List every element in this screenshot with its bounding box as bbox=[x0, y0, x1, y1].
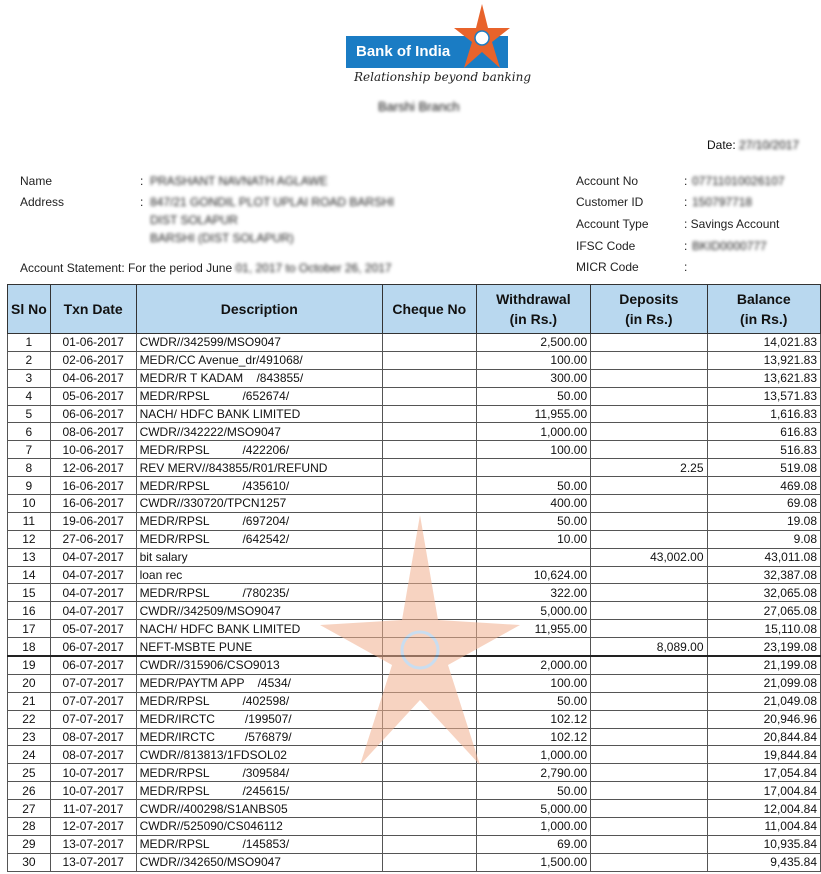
cell-withdrawal: 50.00 bbox=[476, 477, 591, 495]
table-row bbox=[8, 369, 821, 387]
cell-withdrawal: 50.00 bbox=[476, 387, 591, 405]
cell-description: MEDR/RPSL /422206/ bbox=[136, 441, 382, 459]
cell-balance: 27,065.08 bbox=[707, 602, 820, 620]
cell-txn-date: 04-07-2017 bbox=[50, 566, 136, 584]
cell-deposits bbox=[591, 692, 707, 710]
cell-description: CWDR//342599/MSO9047 bbox=[136, 334, 382, 352]
col-sl-no: Sl No bbox=[8, 285, 51, 334]
name-value: PRASHANT NAVNATH AGLAWE bbox=[150, 174, 328, 188]
cell-balance: 13,621.83 bbox=[707, 369, 820, 387]
customer-id-sep: : bbox=[684, 195, 688, 209]
cell-deposits bbox=[591, 495, 707, 513]
account-no-label: Account No bbox=[576, 174, 639, 188]
address-line-2: DIST SOLAPUR bbox=[150, 213, 238, 227]
cell-deposits bbox=[591, 728, 707, 746]
statement-date bbox=[707, 138, 799, 152]
cell-description: MEDR/RPSL /145853/ bbox=[136, 835, 382, 853]
cell-description: MEDR/RPSL /245615/ bbox=[136, 782, 382, 800]
cell-description: MEDR/IRCTC /576879/ bbox=[136, 728, 382, 746]
cell-balance: 23,199.08 bbox=[707, 638, 820, 656]
cell-txn-date: 06-07-2017 bbox=[50, 638, 136, 656]
cell-description: MEDR/RPSL /780235/ bbox=[136, 584, 382, 602]
bank-tagline: Relationship beyond banking bbox=[354, 70, 532, 84]
cell-description: MEDR/RPSL /402598/ bbox=[136, 692, 382, 710]
cell-sl-no: 2 bbox=[8, 351, 51, 369]
cell-withdrawal: 1,000.00 bbox=[476, 818, 591, 836]
col-withdrawal bbox=[476, 285, 591, 334]
table-row bbox=[8, 387, 821, 405]
col-deposits bbox=[591, 285, 707, 334]
cell-description: MEDR/RPSL /642542/ bbox=[136, 530, 382, 548]
cell-withdrawal: 1,500.00 bbox=[476, 853, 591, 871]
cell-cheque-no bbox=[383, 818, 477, 836]
cell-txn-date: 12-07-2017 bbox=[50, 818, 136, 836]
cell-balance: 21,099.08 bbox=[707, 674, 820, 692]
cell-sl-no: 10 bbox=[8, 495, 51, 513]
ifsc-value: BKID0000777 bbox=[692, 239, 767, 253]
cell-deposits bbox=[591, 512, 707, 530]
cell-txn-date: 06-07-2017 bbox=[50, 656, 136, 674]
cell-sl-no: 26 bbox=[8, 782, 51, 800]
cell-cheque-no bbox=[383, 710, 477, 728]
cell-txn-date: 02-06-2017 bbox=[50, 351, 136, 369]
cell-balance: 21,199.08 bbox=[707, 656, 820, 674]
cell-cheque-no bbox=[383, 674, 477, 692]
cell-deposits bbox=[591, 818, 707, 836]
cell-sl-no: 28 bbox=[8, 818, 51, 836]
table-row bbox=[8, 656, 821, 674]
cell-balance: 13,921.83 bbox=[707, 351, 820, 369]
cell-deposits bbox=[591, 566, 707, 584]
cell-txn-date: 06-06-2017 bbox=[50, 405, 136, 423]
cell-txn-date: 16-06-2017 bbox=[50, 477, 136, 495]
cell-withdrawal bbox=[476, 638, 591, 656]
table-row bbox=[8, 584, 821, 602]
cell-cheque-no bbox=[383, 656, 477, 674]
cell-description: CWDR//342650/MSO9047 bbox=[136, 853, 382, 871]
cell-sl-no: 7 bbox=[8, 441, 51, 459]
cell-description: CWDR//342509/MSO9047 bbox=[136, 602, 382, 620]
cell-balance: 15,110.08 bbox=[707, 620, 820, 638]
cell-cheque-no bbox=[383, 782, 477, 800]
cell-description: CWDR//525090/CS046112 bbox=[136, 818, 382, 836]
cell-deposits bbox=[591, 584, 707, 602]
cell-description: MEDR/CC Avenue_dr/491068/ bbox=[136, 351, 382, 369]
cell-sl-no: 19 bbox=[8, 656, 51, 674]
cell-deposits bbox=[591, 351, 707, 369]
table-row bbox=[8, 835, 821, 853]
cell-withdrawal: 2,000.00 bbox=[476, 656, 591, 674]
cell-sl-no: 3 bbox=[8, 369, 51, 387]
cell-balance: 17,054.84 bbox=[707, 764, 820, 782]
cell-deposits bbox=[591, 620, 707, 638]
cell-cheque-no bbox=[383, 512, 477, 530]
table-row bbox=[8, 746, 821, 764]
cell-description: CWDR//400298/S1ANBS05 bbox=[136, 800, 382, 818]
cell-txn-date: 08-06-2017 bbox=[50, 423, 136, 441]
table-row bbox=[8, 620, 821, 638]
cell-txn-date: 10-06-2017 bbox=[50, 441, 136, 459]
cell-balance: 32,065.08 bbox=[707, 584, 820, 602]
table-row bbox=[8, 818, 821, 836]
table-row bbox=[8, 351, 821, 369]
cell-withdrawal: 100.00 bbox=[476, 674, 591, 692]
cell-balance: 519.08 bbox=[707, 459, 820, 477]
cell-sl-no: 4 bbox=[8, 387, 51, 405]
cell-txn-date: 08-07-2017 bbox=[50, 728, 136, 746]
cell-deposits bbox=[591, 656, 707, 674]
cell-deposits bbox=[591, 835, 707, 853]
table-header bbox=[8, 285, 821, 334]
statement-period bbox=[20, 261, 392, 275]
cell-sl-no: 18 bbox=[8, 638, 51, 656]
cell-deposits bbox=[591, 477, 707, 495]
name-label: Name bbox=[20, 174, 53, 188]
date-label: Date: bbox=[707, 138, 736, 152]
cell-txn-date: 07-07-2017 bbox=[50, 692, 136, 710]
cell-txn-date: 27-06-2017 bbox=[50, 530, 136, 548]
table-row bbox=[8, 782, 821, 800]
cell-deposits bbox=[591, 710, 707, 728]
cell-txn-date: 04-07-2017 bbox=[50, 548, 136, 566]
account-no-value: 07711010026107 bbox=[692, 174, 785, 188]
cell-sl-no: 16 bbox=[8, 602, 51, 620]
cell-balance: 1,616.83 bbox=[707, 405, 820, 423]
cell-balance: 20,844.84 bbox=[707, 728, 820, 746]
cell-txn-date: 08-07-2017 bbox=[50, 746, 136, 764]
cell-balance: 32,387.08 bbox=[707, 566, 820, 584]
cell-withdrawal: 102.12 bbox=[476, 728, 591, 746]
cell-withdrawal: 50.00 bbox=[476, 692, 591, 710]
micr-sep: : bbox=[684, 260, 688, 274]
cell-sl-no: 25 bbox=[8, 764, 51, 782]
bank-name: Bank of India bbox=[346, 36, 508, 68]
cell-balance: 19,844.84 bbox=[707, 746, 820, 764]
cell-balance: 17,004.84 bbox=[707, 782, 820, 800]
cell-sl-no: 20 bbox=[8, 674, 51, 692]
cell-deposits bbox=[591, 369, 707, 387]
cell-withdrawal: 100.00 bbox=[476, 441, 591, 459]
customer-id-label: Customer ID bbox=[576, 195, 644, 209]
cell-txn-date: 07-07-2017 bbox=[50, 710, 136, 728]
col-deposits-unit: (in Rs.) bbox=[625, 311, 673, 327]
cell-deposits bbox=[591, 674, 707, 692]
col-balance-unit: (in Rs.) bbox=[740, 311, 788, 327]
cell-description: CWDR//342222/MSO9047 bbox=[136, 423, 382, 441]
cell-sl-no: 9 bbox=[8, 477, 51, 495]
cell-balance: 20,946.96 bbox=[707, 710, 820, 728]
cell-cheque-no bbox=[383, 764, 477, 782]
table-row bbox=[8, 530, 821, 548]
cell-withdrawal: 2,790.00 bbox=[476, 764, 591, 782]
table-row bbox=[8, 853, 821, 871]
table-row bbox=[8, 334, 821, 352]
cell-cheque-no bbox=[383, 548, 477, 566]
address-line-1: 847/21 GONDIL PLOT UPLAI ROAD BARSHI bbox=[150, 195, 395, 209]
cell-withdrawal: 11,955.00 bbox=[476, 620, 591, 638]
cell-cheque-no bbox=[383, 620, 477, 638]
cell-cheque-no bbox=[383, 369, 477, 387]
cell-sl-no: 27 bbox=[8, 800, 51, 818]
table-row bbox=[8, 441, 821, 459]
cell-cheque-no bbox=[383, 835, 477, 853]
cell-withdrawal: 400.00 bbox=[476, 495, 591, 513]
cell-deposits bbox=[591, 334, 707, 352]
table-row bbox=[8, 602, 821, 620]
table-row bbox=[8, 459, 821, 477]
cell-balance: 43,011.08 bbox=[707, 548, 820, 566]
cell-withdrawal bbox=[476, 459, 591, 477]
cell-txn-date: 19-06-2017 bbox=[50, 512, 136, 530]
cell-description: CWDR//813813/1FDSOL02 bbox=[136, 746, 382, 764]
cell-withdrawal: 300.00 bbox=[476, 369, 591, 387]
account-type-value: : Savings Account bbox=[684, 217, 780, 231]
cell-sl-no: 21 bbox=[8, 692, 51, 710]
cell-withdrawal: 1,000.00 bbox=[476, 746, 591, 764]
cell-deposits: 43,002.00 bbox=[591, 548, 707, 566]
cell-txn-date: 05-06-2017 bbox=[50, 387, 136, 405]
cell-cheque-no bbox=[383, 584, 477, 602]
cell-cheque-no bbox=[383, 495, 477, 513]
address-label: Address bbox=[20, 195, 65, 209]
cell-withdrawal: 50.00 bbox=[476, 782, 591, 800]
cell-sl-no: 17 bbox=[8, 620, 51, 638]
cell-deposits bbox=[591, 782, 707, 800]
cell-txn-date: 10-07-2017 bbox=[50, 764, 136, 782]
cell-description: MEDR/RPSL /435610/ bbox=[136, 477, 382, 495]
cell-withdrawal: 102.12 bbox=[476, 710, 591, 728]
cell-txn-date: 05-07-2017 bbox=[50, 620, 136, 638]
table-row bbox=[8, 728, 821, 746]
cell-description: CWDR//330720/TPCN1257 bbox=[136, 495, 382, 513]
cell-deposits: 2.25 bbox=[591, 459, 707, 477]
cell-cheque-no bbox=[383, 441, 477, 459]
date-value: 27/10/2017 bbox=[739, 138, 800, 152]
address-line-3: BARSHI (DIST SOLAPUR) bbox=[150, 231, 294, 245]
cell-withdrawal: 11,955.00 bbox=[476, 405, 591, 423]
cell-cheque-no bbox=[383, 602, 477, 620]
cell-description: MEDR/IRCTC /199507/ bbox=[136, 710, 382, 728]
col-txn-date: Txn Date bbox=[50, 285, 136, 334]
cell-description: NACH/ HDFC BANK LIMITED bbox=[136, 620, 382, 638]
ifsc-sep: : bbox=[684, 239, 688, 253]
cell-sl-no: 24 bbox=[8, 746, 51, 764]
cell-deposits bbox=[591, 800, 707, 818]
account-no-sep: : bbox=[684, 174, 688, 188]
cell-sl-no: 30 bbox=[8, 853, 51, 871]
cell-sl-no: 1 bbox=[8, 334, 51, 352]
cell-description: loan rec bbox=[136, 566, 382, 584]
cell-withdrawal: 69.00 bbox=[476, 835, 591, 853]
cell-description: MEDR/PAYTM APP /4534/ bbox=[136, 674, 382, 692]
cell-balance: 9.08 bbox=[707, 530, 820, 548]
statement-period-label: Account Statement: For the period June bbox=[20, 261, 233, 275]
table-row bbox=[8, 638, 821, 656]
ifsc-label: IFSC Code bbox=[576, 239, 636, 253]
col-balance-title: Balance bbox=[736, 291, 791, 307]
cell-cheque-no bbox=[383, 692, 477, 710]
name-sep: : bbox=[140, 174, 144, 188]
cell-cheque-no bbox=[383, 334, 477, 352]
star-icon bbox=[454, 4, 510, 70]
cell-cheque-no bbox=[383, 566, 477, 584]
table-row bbox=[8, 566, 821, 584]
cell-withdrawal: 50.00 bbox=[476, 512, 591, 530]
cell-sl-no: 22 bbox=[8, 710, 51, 728]
cell-txn-date: 11-07-2017 bbox=[50, 800, 136, 818]
cell-cheque-no bbox=[383, 387, 477, 405]
cell-deposits bbox=[591, 423, 707, 441]
cell-sl-no: 15 bbox=[8, 584, 51, 602]
cell-sl-no: 14 bbox=[8, 566, 51, 584]
table-row bbox=[8, 495, 821, 513]
cell-cheque-no bbox=[383, 638, 477, 656]
cell-txn-date: 13-07-2017 bbox=[50, 835, 136, 853]
cell-description: NEFT-MSBTE PUNE bbox=[136, 638, 382, 656]
cell-deposits bbox=[591, 530, 707, 548]
cell-txn-date: 04-07-2017 bbox=[50, 584, 136, 602]
cell-deposits bbox=[591, 405, 707, 423]
cell-withdrawal bbox=[476, 548, 591, 566]
cell-cheque-no bbox=[383, 423, 477, 441]
cell-withdrawal: 10.00 bbox=[476, 530, 591, 548]
cell-balance: 12,004.84 bbox=[707, 800, 820, 818]
cell-cheque-no bbox=[383, 351, 477, 369]
cell-deposits: 8,089.00 bbox=[591, 638, 707, 656]
col-description: Description bbox=[136, 285, 382, 334]
table-row bbox=[8, 674, 821, 692]
cell-deposits bbox=[591, 602, 707, 620]
cell-cheque-no bbox=[383, 853, 477, 871]
cell-deposits bbox=[591, 764, 707, 782]
cell-withdrawal: 10,624.00 bbox=[476, 566, 591, 584]
cell-withdrawal: 5,000.00 bbox=[476, 602, 591, 620]
cell-balance: 11,004.84 bbox=[707, 818, 820, 836]
cell-description: MEDR/RPSL /652674/ bbox=[136, 387, 382, 405]
cell-cheque-no bbox=[383, 728, 477, 746]
cell-deposits bbox=[591, 441, 707, 459]
transactions-body bbox=[8, 334, 821, 872]
table-row bbox=[8, 764, 821, 782]
cell-sl-no: 11 bbox=[8, 512, 51, 530]
cell-balance: 21,049.08 bbox=[707, 692, 820, 710]
cell-deposits bbox=[591, 853, 707, 871]
cell-txn-date: 13-07-2017 bbox=[50, 853, 136, 871]
cell-sl-no: 6 bbox=[8, 423, 51, 441]
cell-withdrawal: 322.00 bbox=[476, 584, 591, 602]
account-type-label: Account Type bbox=[576, 217, 649, 231]
statement-period-value: 01, 2017 to October 26, 2017 bbox=[235, 261, 392, 275]
cell-withdrawal: 2,500.00 bbox=[476, 334, 591, 352]
address-sep: : bbox=[140, 195, 144, 209]
cell-withdrawal: 5,000.00 bbox=[476, 800, 591, 818]
cell-description: bit salary bbox=[136, 548, 382, 566]
table-row bbox=[8, 512, 821, 530]
cell-balance: 516.83 bbox=[707, 441, 820, 459]
cell-sl-no: 5 bbox=[8, 405, 51, 423]
cell-sl-no: 13 bbox=[8, 548, 51, 566]
branch-name: Barshi Branch bbox=[378, 99, 460, 114]
cell-description: MEDR/R T KADAM /843855/ bbox=[136, 369, 382, 387]
cell-withdrawal: 1,000.00 bbox=[476, 423, 591, 441]
cell-txn-date: 01-06-2017 bbox=[50, 334, 136, 352]
customer-id-value: 150797718 bbox=[692, 195, 753, 209]
cell-cheque-no bbox=[383, 459, 477, 477]
micr-label: MICR Code bbox=[576, 260, 639, 274]
table-row bbox=[8, 405, 821, 423]
cell-description: NACH/ HDFC BANK LIMITED bbox=[136, 405, 382, 423]
cell-balance: 10,935.84 bbox=[707, 835, 820, 853]
cell-txn-date: 10-07-2017 bbox=[50, 782, 136, 800]
cell-txn-date: 04-06-2017 bbox=[50, 369, 136, 387]
cell-txn-date: 16-06-2017 bbox=[50, 495, 136, 513]
cell-cheque-no bbox=[383, 800, 477, 818]
table-row bbox=[8, 800, 821, 818]
transactions-table bbox=[7, 284, 821, 872]
col-balance bbox=[707, 285, 820, 334]
cell-cheque-no bbox=[383, 530, 477, 548]
table-row bbox=[8, 710, 821, 728]
cell-txn-date: 04-07-2017 bbox=[50, 602, 136, 620]
col-cheque-no: Cheque No bbox=[383, 285, 477, 334]
cell-description: REV MERV//843855/R01/REFUND bbox=[136, 459, 382, 477]
cell-sl-no: 23 bbox=[8, 728, 51, 746]
col-deposits-title: Deposits bbox=[619, 291, 679, 307]
cell-cheque-no bbox=[383, 477, 477, 495]
table-row bbox=[8, 692, 821, 710]
cell-balance: 13,571.83 bbox=[707, 387, 820, 405]
cell-description: MEDR/RPSL /309584/ bbox=[136, 764, 382, 782]
cell-balance: 14,021.83 bbox=[707, 334, 820, 352]
cell-balance: 616.83 bbox=[707, 423, 820, 441]
bank-logo bbox=[346, 4, 532, 90]
cell-sl-no: 8 bbox=[8, 459, 51, 477]
cell-deposits bbox=[591, 746, 707, 764]
cell-balance: 9,435.84 bbox=[707, 853, 820, 871]
cell-balance: 69.08 bbox=[707, 495, 820, 513]
col-withdrawal-title: Withdrawal bbox=[496, 291, 571, 307]
cell-description: MEDR/RPSL /697204/ bbox=[136, 512, 382, 530]
cell-balance: 469.08 bbox=[707, 477, 820, 495]
col-withdrawal-unit: (in Rs.) bbox=[509, 311, 558, 327]
cell-sl-no: 12 bbox=[8, 530, 51, 548]
cell-balance: 19.08 bbox=[707, 512, 820, 530]
cell-txn-date: 07-07-2017 bbox=[50, 674, 136, 692]
cell-description: CWDR//315906/CSO9013 bbox=[136, 656, 382, 674]
cell-txn-date: 12-06-2017 bbox=[50, 459, 136, 477]
cell-cheque-no bbox=[383, 746, 477, 764]
table-row bbox=[8, 423, 821, 441]
cell-deposits bbox=[591, 387, 707, 405]
cell-cheque-no bbox=[383, 405, 477, 423]
cell-withdrawal: 100.00 bbox=[476, 351, 591, 369]
cell-sl-no: 29 bbox=[8, 835, 51, 853]
table-row bbox=[8, 548, 821, 566]
table-row bbox=[8, 477, 821, 495]
